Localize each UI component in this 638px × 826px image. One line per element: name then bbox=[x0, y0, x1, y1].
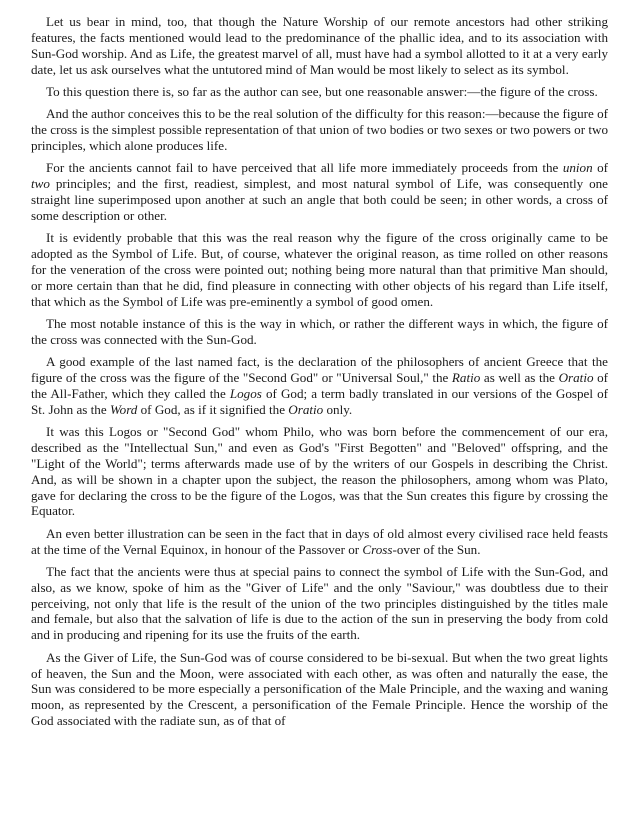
italic-text-run: Logos bbox=[229, 385, 262, 401]
paragraph-1 bbox=[31, 14, 608, 78]
paragraph-7 bbox=[31, 354, 608, 418]
text-run: A good example of the last named fact, is the declaration of the philosophers of ancient Greece that the figure of the cross was the figure of the "Second God" or "Universal Soul," the bbox=[31, 354, 608, 385]
paragraph-3 bbox=[31, 106, 608, 154]
document-page bbox=[31, 14, 608, 729]
italic-text-run: Word bbox=[109, 401, 138, 417]
text-run: principles; and the first, readiest, simplest, and most natural symbol of Life, was consequently one straight line superimposed upon another at such an angle that both could be seen; in other words, a cross of some description or other. bbox=[31, 176, 608, 223]
italic-text-run: Ratio bbox=[451, 369, 481, 385]
paragraph-6 bbox=[31, 316, 608, 348]
italic-text-run: two bbox=[31, 176, 50, 192]
paragraph-9 bbox=[31, 526, 608, 558]
italic-text-run: Oratio bbox=[288, 401, 324, 417]
text-run: of God, as if it signified the bbox=[137, 401, 289, 417]
italic-text-run: union bbox=[562, 160, 593, 176]
paragraph-10 bbox=[31, 564, 608, 644]
text-run: of God; a term badly translated in our versions of the Gospel of St. John as the bbox=[31, 385, 608, 417]
text-run: It was this Logos or "Second God" whom Philo, who was born before the commencement of our era, described as the "Intellectual Sun," and even as God's "First Begotten" and "Beloved" offspring, and the "Light of the World"; terms afterwards made use of by the writers of our Gospels in describing the Christ. And, as will be shown in a chapter upon the subject, the reason the philosophers, among whom was Plato, gave for declaring the cross to be the figure of the Logos, was that the Sun creates this figure by crossing the Equator. bbox=[31, 423, 608, 519]
text-run: It is evidently probable that this was the real reason why the figure of the cross originally came to be adopted as the Symbol of Life. But, of course, whatever the original reason, as time rolled on other reasons for the veneration of the cross were pointed out; nothing being more natural than that primitive Man should, or more certain than that he did, find pleasure in connecting with other objects of his regard than Life itself, that which as the Symbol of Life was pre-eminently a symbol of good omen. bbox=[31, 230, 608, 309]
italic-text-run: Cross bbox=[362, 541, 393, 557]
text-run: of bbox=[592, 160, 608, 176]
text-run: And the author conceives this to be the real solution of the difficulty for this reason:—because the figure of the cross is the simplest possible representation of that union of two bodies or two sexes or two powers or two principles, which alone produces life. bbox=[31, 106, 608, 153]
paragraph-8 bbox=[31, 424, 608, 519]
text-run: An even better illustration can be seen in the fact that in days of old almost every civilised race held feasts at the time of the Vernal Equinox, in honour of the Passover or bbox=[31, 525, 608, 557]
text-run: The most notable instance of this is the way in which, or rather the different ways in which, the figure of the cross was connected with the Sun-God. bbox=[31, 315, 608, 347]
paragraph-5 bbox=[31, 230, 608, 310]
text-run: Let us bear in mind, too, that though the Nature Worship of our remote ancestors had other striking features, the facts mentioned would lead to the predominance of the phallic idea, and to its association with Sun-God worship. And as Life, the greatest marvel of all, must have had a symbol allotted to it at a very early date, let us ask ourselves what the untutored mind of Man would be most likely to select as its symbol. bbox=[31, 14, 608, 77]
text-run: -over of the Sun. bbox=[392, 541, 481, 557]
paragraph-2 bbox=[31, 84, 608, 100]
text-run: For the ancients cannot fail to have perceived that all life more immediately proceeds from the bbox=[46, 160, 563, 176]
italic-text-run: Oratio bbox=[558, 369, 594, 385]
text-run: only. bbox=[323, 401, 353, 417]
text-run: as well as the bbox=[480, 369, 559, 385]
text-run: The fact that the ancients were thus at special pains to connect the symbol of Life with the Sun-God, and also, as we know, spoke of him as the "Giver of Life" and the only "Saviour," was doubtless due to their perceiving, not only that life is the result of the union of the two principles distinguished by the titles male and female, but also that the salvation of life is due to the action of the sun in preserving the body from cold and in producing and ripening for its use the fruits of the earth. bbox=[31, 563, 608, 643]
text-run: of the All-Father, which they called the bbox=[31, 369, 608, 401]
text-run: To this question there is, so far as the author can see, but one reasonable answer:—the figure of the cross. bbox=[46, 83, 598, 99]
text-run: As the Giver of Life, the Sun-God was of course considered to be bi-sexual. But when the two great lights of heaven, the Sun and the Moon, were associated with each other, as was often and naturally the ease, the Sun was considered to be more especially a personification of the Male Principle, and the waxing and waning moon, as represented by the Crescent, a personification of the Female Principle. Hence the worship of the God associated with the radiate sun, as of that of bbox=[31, 649, 608, 729]
paragraph-4 bbox=[31, 160, 608, 224]
paragraph-11 bbox=[31, 650, 608, 730]
